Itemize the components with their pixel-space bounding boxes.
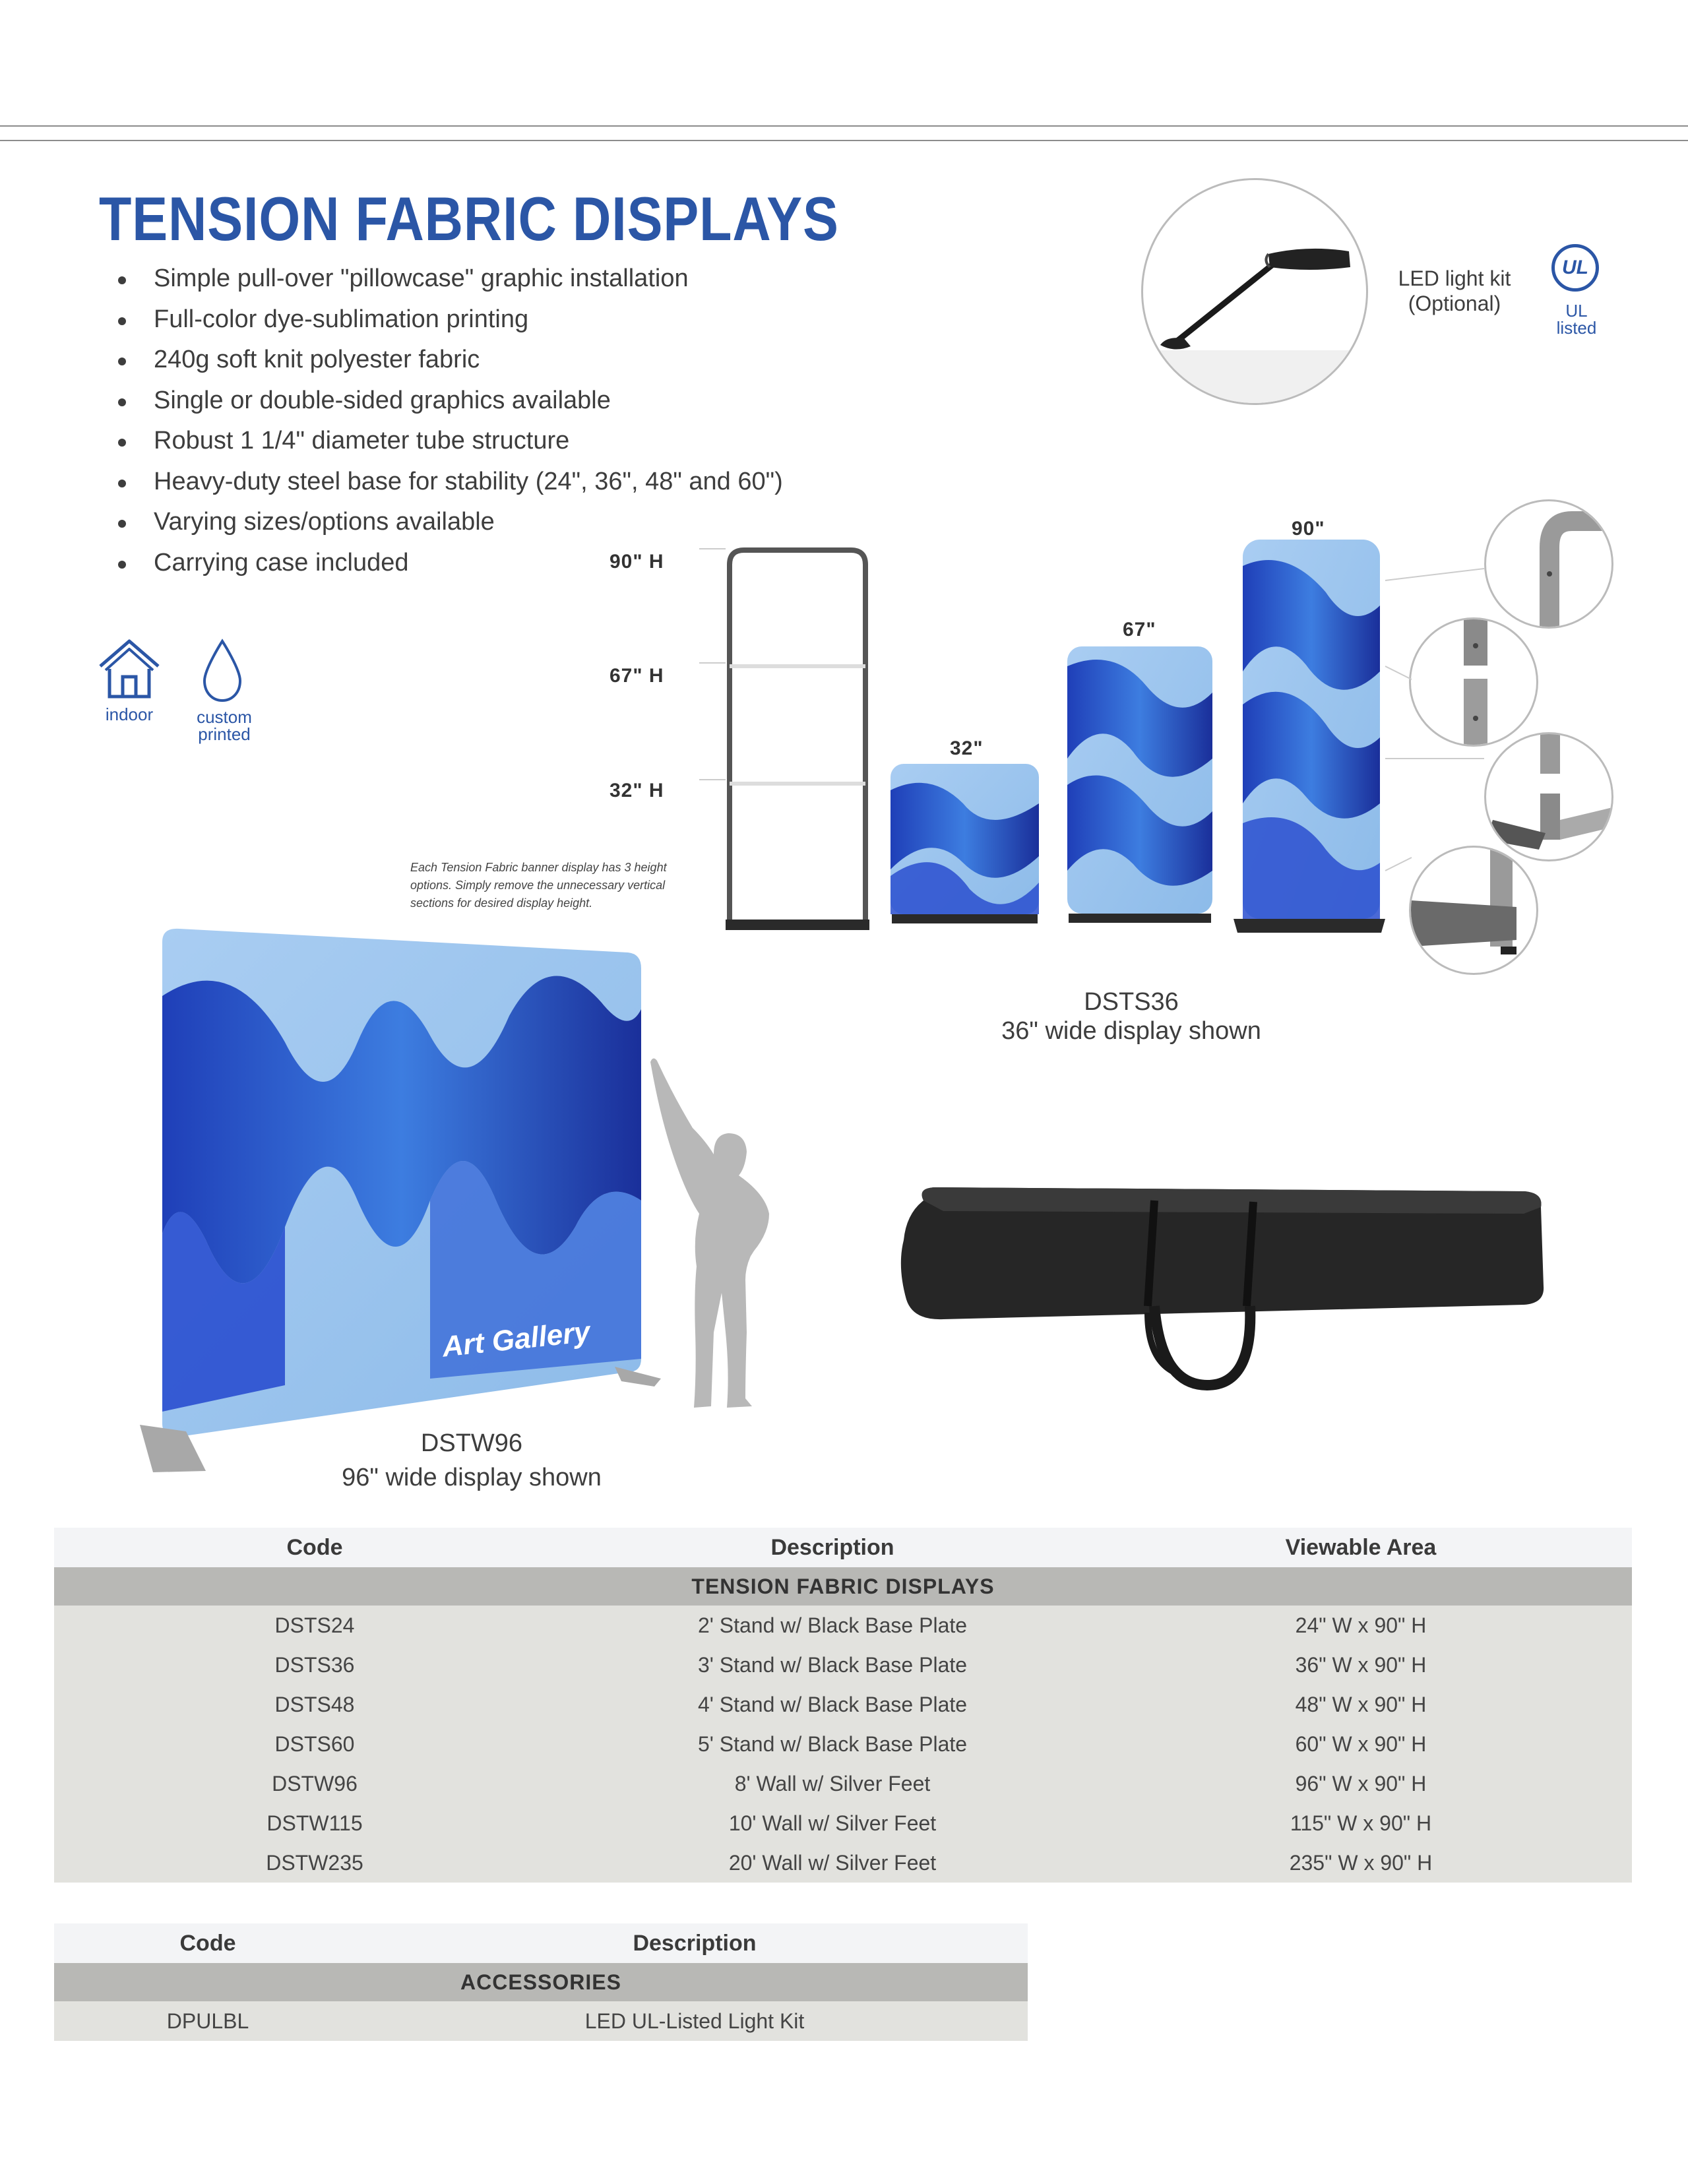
feature-item: 240g soft knit polyester fabric (115, 340, 783, 381)
ul-label-line1: UL (1565, 301, 1588, 321)
ul-listed-label (1544, 302, 1610, 336)
feature-item: Robust 1 1/4" diameter tube structure (115, 421, 783, 462)
column-header-description: Description (575, 1528, 1090, 1567)
cell-code: DSTS48 (54, 1685, 575, 1724)
column-header-viewable-area: Viewable Area (1090, 1528, 1632, 1567)
dstw96-caption (317, 1426, 627, 1495)
column-header-description: Description (361, 1923, 1028, 1963)
note-line2: options. Simply remove the unnecessary vertical (410, 879, 666, 892)
wall-graphic-text: Art Gallery (441, 1315, 592, 1363)
detail-tube-top (1484, 499, 1613, 629)
custom-printed-label (185, 708, 264, 743)
dstw96-desc: 96" wide display shown (342, 1464, 602, 1491)
column-header-code: Code (54, 1923, 361, 1963)
cell-viewable-area: 96" W x 90" H (1090, 1764, 1632, 1803)
section-title: TENSION FABRIC DISPLAYS (54, 1567, 1632, 1606)
banner-height-32: 32" (950, 737, 984, 759)
feature-item: Heavy-duty steel base for stability (24", 36", 48" and 60") (115, 462, 783, 503)
table-row (54, 1803, 1632, 1843)
banner-stand-90 (1234, 540, 1385, 935)
led-kit-label-line2: (Optional) (1408, 292, 1501, 315)
cell-code: DSTS36 (54, 1645, 575, 1685)
height-label-67: 67" H (610, 665, 664, 687)
height-label-32: 32" H (610, 780, 664, 801)
cell-description: LED UL-Listed Light Kit (361, 2001, 1028, 2041)
led-light-kit-image (1141, 178, 1368, 405)
wall-display-image (140, 923, 668, 1478)
cell-code: DSTW115 (54, 1803, 575, 1843)
page-title: TENSION FABRIC DISPLAYS (99, 184, 839, 253)
tension-fabric-spec-table (54, 1528, 1632, 1883)
cell-viewable-area: 36" W x 90" H (1090, 1645, 1632, 1685)
carrying-case-image (897, 1187, 1557, 1412)
custom-label-line1: custom (197, 707, 252, 727)
table-row (54, 1685, 1632, 1724)
table-row (54, 1843, 1632, 1883)
banner-stand-32 (891, 764, 1039, 925)
water-drop-icon (199, 637, 245, 703)
banner-height-67: 67" (1123, 619, 1156, 640)
cell-code: DSTS24 (54, 1606, 575, 1645)
table-row (54, 1606, 1632, 1645)
table-row (54, 1645, 1632, 1685)
cell-viewable-area: 24" W x 90" H (1090, 1606, 1632, 1645)
house-icon (96, 636, 162, 702)
feature-item: Single or double-sided graphics available (115, 381, 783, 421)
accessories-table (54, 1923, 1028, 2041)
column-header-code: Code (54, 1528, 575, 1567)
table-row (54, 2001, 1028, 2041)
table-header-row (54, 1528, 1632, 1567)
frame-skeleton-image (699, 541, 871, 943)
feature-item: Carrying case included (115, 543, 783, 584)
cell-description: 2' Stand w/ Black Base Plate (575, 1606, 1090, 1645)
table-section-row (54, 1567, 1632, 1606)
feature-item: Varying sizes/options available (115, 502, 783, 543)
cell-code: DSTS60 (54, 1724, 575, 1764)
cell-viewable-area: 48" W x 90" H (1090, 1685, 1632, 1724)
table-row (54, 1724, 1632, 1764)
feature-item: Simple pull-over "pillowcase" graphic installation (115, 259, 783, 299)
ul-label-line2: listed (1556, 318, 1597, 338)
ul-logo: UL (1551, 244, 1599, 292)
dsts36-caption (976, 987, 1286, 1045)
table-row (54, 1764, 1632, 1803)
detail-base-connector (1484, 732, 1613, 861)
note-line3: sections for desired display height. (410, 896, 593, 910)
detail-connector-lines (1379, 561, 1491, 890)
dstw96-code: DSTW96 (420, 1429, 523, 1457)
led-kit-label (1392, 266, 1517, 316)
cell-code: DSTW235 (54, 1843, 575, 1883)
dsts36-desc: 36" wide display shown (1001, 1017, 1261, 1045)
feature-item: Full-color dye-sublimation printing (115, 299, 783, 340)
height-label-90: 90" H (610, 551, 664, 573)
cell-description: 8' Wall w/ Silver Feet (575, 1764, 1090, 1803)
banner-stand-67 (1067, 646, 1212, 925)
banner-height-90: 90" (1292, 518, 1325, 540)
top-rule-2 (0, 140, 1688, 141)
section-title: ACCESSORIES (54, 1963, 1028, 2001)
feature-list (115, 259, 783, 583)
cell-code: DSTW96 (54, 1764, 575, 1803)
accessories-header-row (54, 1923, 1028, 1963)
cell-description: 5' Stand w/ Black Base Plate (575, 1724, 1090, 1764)
cell-description: 20' Wall w/ Silver Feet (575, 1843, 1090, 1883)
cell-description: 4' Stand w/ Black Base Plate (575, 1685, 1090, 1724)
top-rule (0, 125, 1688, 127)
led-kit-label-line1: LED light kit (1398, 266, 1511, 290)
indoor-label: indoor (105, 704, 154, 724)
cell-viewable-area: 60" W x 90" H (1090, 1724, 1632, 1764)
note-line1: Each Tension Fabric banner display has 3 height (410, 861, 667, 874)
dsts36-code: DSTS36 (1084, 988, 1179, 1016)
cell-code: DPULBL (54, 2001, 361, 2041)
cell-description: 10' Wall w/ Silver Feet (575, 1803, 1090, 1843)
person-silhouette-image (640, 1055, 805, 1412)
height-options-note (410, 859, 720, 912)
cell-description: 3' Stand w/ Black Base Plate (575, 1645, 1090, 1685)
cell-viewable-area: 115" W x 90" H (1090, 1803, 1632, 1843)
cell-viewable-area: 235" W x 90" H (1090, 1843, 1632, 1883)
custom-label-line2: printed (198, 724, 251, 744)
accessories-section-row (54, 1963, 1028, 2001)
